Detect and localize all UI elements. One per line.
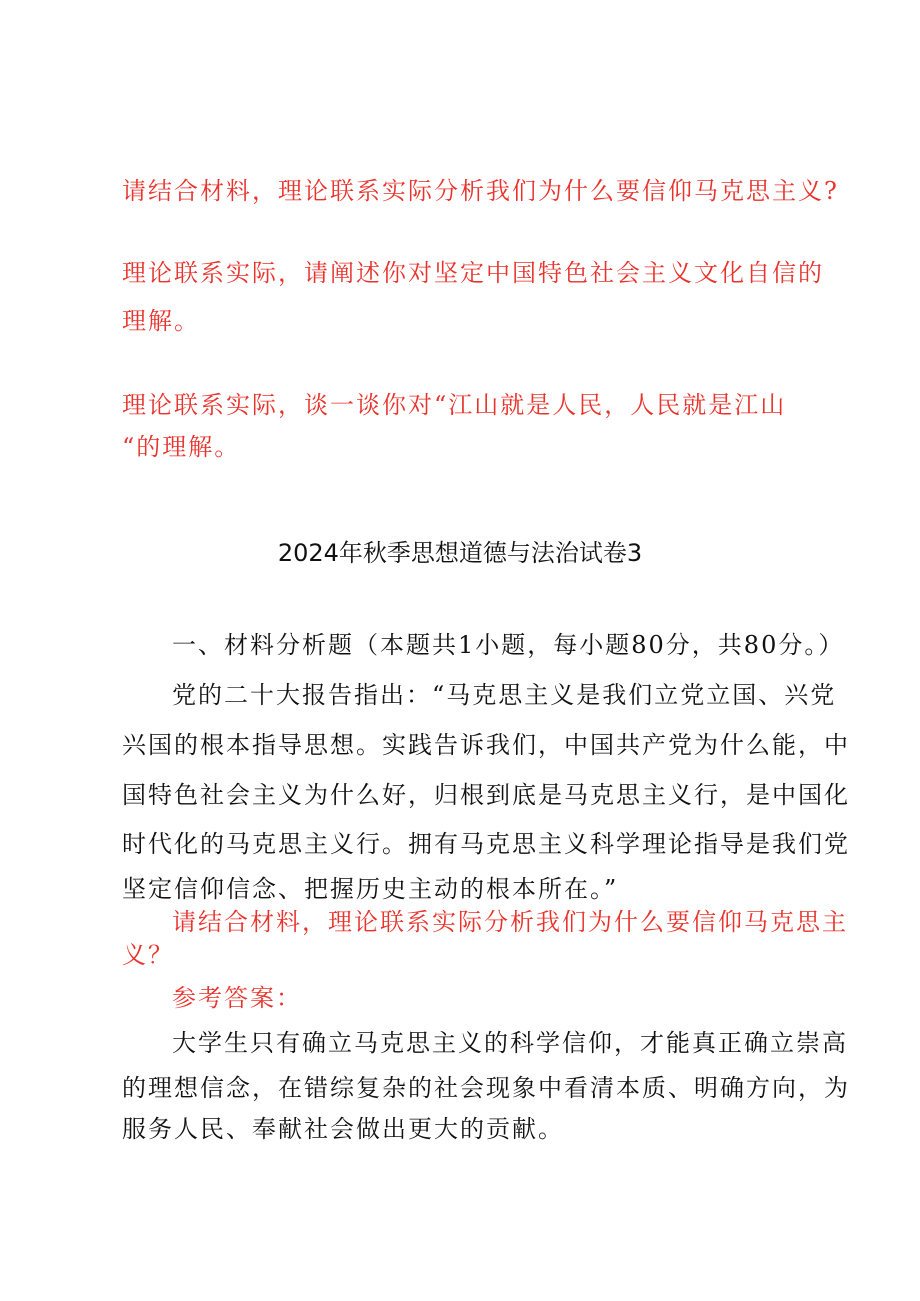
material-line-5: 坚定信仰信念、把握历史主动的根本所在。” [122, 875, 619, 903]
answer-line-3: 服务人民、奉献社会做出更大的贡献。 [122, 1115, 564, 1143]
material-line-4: 时代化的马克思主义行。拥有马克思主义科学理论指导是我们党 [122, 830, 850, 858]
question-2-line-1: 理论联系实际，请阐述你对坚定中国特色社会主义文化自信的 [122, 259, 824, 287]
question-2-line-2: 理解。 [122, 307, 200, 335]
question-3-line-2: “的理解。 [122, 433, 241, 461]
question-1: 请结合材料，理论联系实际分析我们为什么要信仰马克思主义? [122, 177, 839, 205]
answer-line-2: 的理想信念，在错综复杂的社会现象中看清本质、明确方向，为 [122, 1074, 850, 1102]
section-heading: 一、材料分析题（本题共1小题，每小题80分，共80分。） [172, 631, 845, 659]
question-3-line-1: 理论联系实际，谈一谈你对“江山就是人民，人民就是江山 [122, 391, 787, 419]
material-line-2: 兴国的根本指导思想。实践告诉我们，中国共产党为什么能，中 [122, 731, 850, 759]
exam-question-line-2: 义？ [122, 941, 174, 969]
material-line-3: 国特色社会主义为什么好，归根到底是马克思主义行，是中国化 [122, 781, 850, 809]
material-line-1: 党的二十大报告指出：“马克思主义是我们立党立国、兴党 [172, 681, 837, 709]
answer-line-1: 大学生只有确立马克思主义的科学信仰，才能真正确立崇高 [172, 1029, 848, 1057]
answer-label: 参考答案： [172, 984, 302, 1012]
exam-title: 2024年秋季思想道德与法治试卷3 [277, 539, 643, 567]
exam-question-line-1: 请结合材料，理论联系实际分析我们为什么要信仰马克思主 [172, 908, 848, 936]
